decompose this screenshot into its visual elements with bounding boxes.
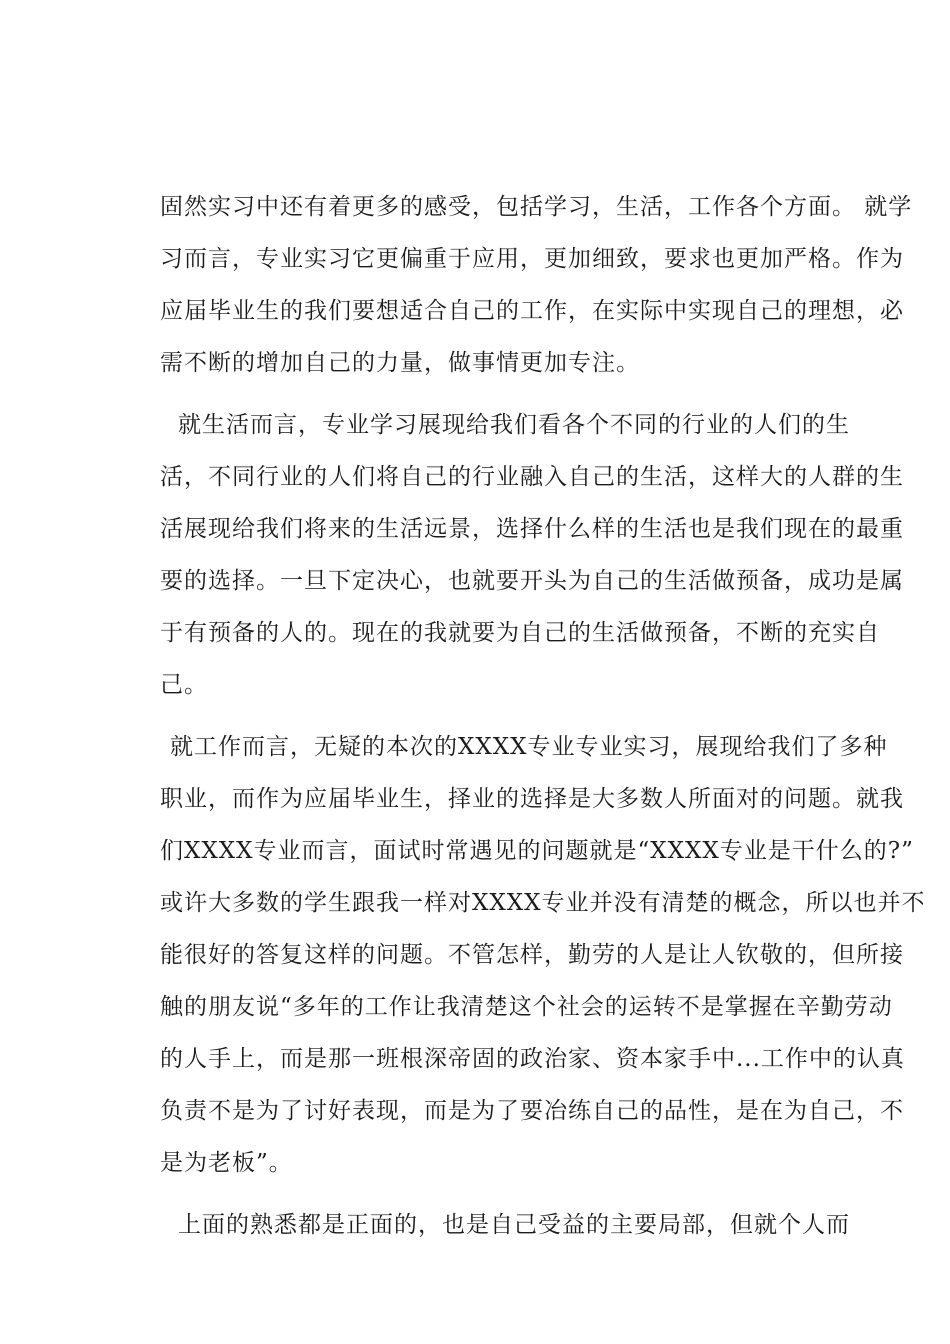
text-line: 应届毕业生的我们要想适合自己的工作，在实际中实现自己的理想，必	[160, 298, 904, 324]
text-line: 于有预备的人的。现在的我就要为自己的生活做预备，不断的充实自	[160, 620, 880, 646]
text-line: 要的选择。一旦下定决心，也就要开头为自己的生活做预备，成功是属	[160, 568, 904, 594]
text-line: 或许大多数的学生跟我一样对XXXX专业并没有清楚的概念，所以也并不	[160, 890, 926, 916]
text-line: 们XXXX专业而言，面试时常遇见的问题就是“XXXX专业是干什么的?”	[160, 838, 914, 864]
paragraph-3	[160, 721, 926, 1189]
text-line: 固然实习中还有着更多的感受，包括学习，生活，工作各个方面。 就学	[160, 194, 913, 220]
text-line: 能很好的答复这样的问题。不管怎样，勤劳的人是让人钦敬的，但所接	[160, 942, 904, 968]
text-line: 触的朋友说“多年的工作让我清楚这个社会的运转不是掌握在辛勤劳动	[160, 994, 893, 1020]
text-line: 己。	[160, 672, 208, 698]
paragraph-spacer	[160, 389, 830, 399]
text-line: 负责不是为了讨好表现，而是为了要冶练自己的品性，是在为自己，不	[160, 1098, 904, 1124]
text-line: 的人手上，而是那一班根深帝固的政治家、资本家手中...工作中的认真	[160, 1046, 905, 1072]
paragraph-spacer	[160, 711, 830, 721]
text-line: 职业，而作为应届毕业生，择业的选择是大多数人所面对的问题。就我	[160, 786, 904, 812]
paragraph-1	[160, 181, 913, 389]
text-line: 上面的熟悉都是正面的，也是自己受益的主要局部，但就个人而	[178, 1212, 850, 1238]
text-line: 是为老板”。	[160, 1150, 293, 1176]
text-line: 习而言，专业实习它更偏重于应用，更加细致，要求也更加严格。作为	[160, 246, 904, 272]
text-line: 活展现给我们将来的生活远景，选择什么样的生活也是我们现在的最重	[160, 516, 904, 542]
paragraph-4	[160, 1199, 850, 1251]
paragraph-spacer	[160, 1189, 830, 1199]
text-line: 活，不同行业的人们将自己的行业融入自己的生活，这样大的人群的生	[160, 464, 904, 490]
text-line: 就生活而言，专业学习展现给我们看各个不同的行业的人们的生	[178, 412, 850, 438]
document-body	[160, 181, 926, 1251]
paragraph-2	[160, 399, 904, 711]
text-line: 需不断的增加自己的力量，做事情更加专注。	[160, 350, 640, 376]
text-line: 就工作而言，无疑的本次的XXXX专业专业实习，展现给我们了多种	[170, 734, 888, 760]
